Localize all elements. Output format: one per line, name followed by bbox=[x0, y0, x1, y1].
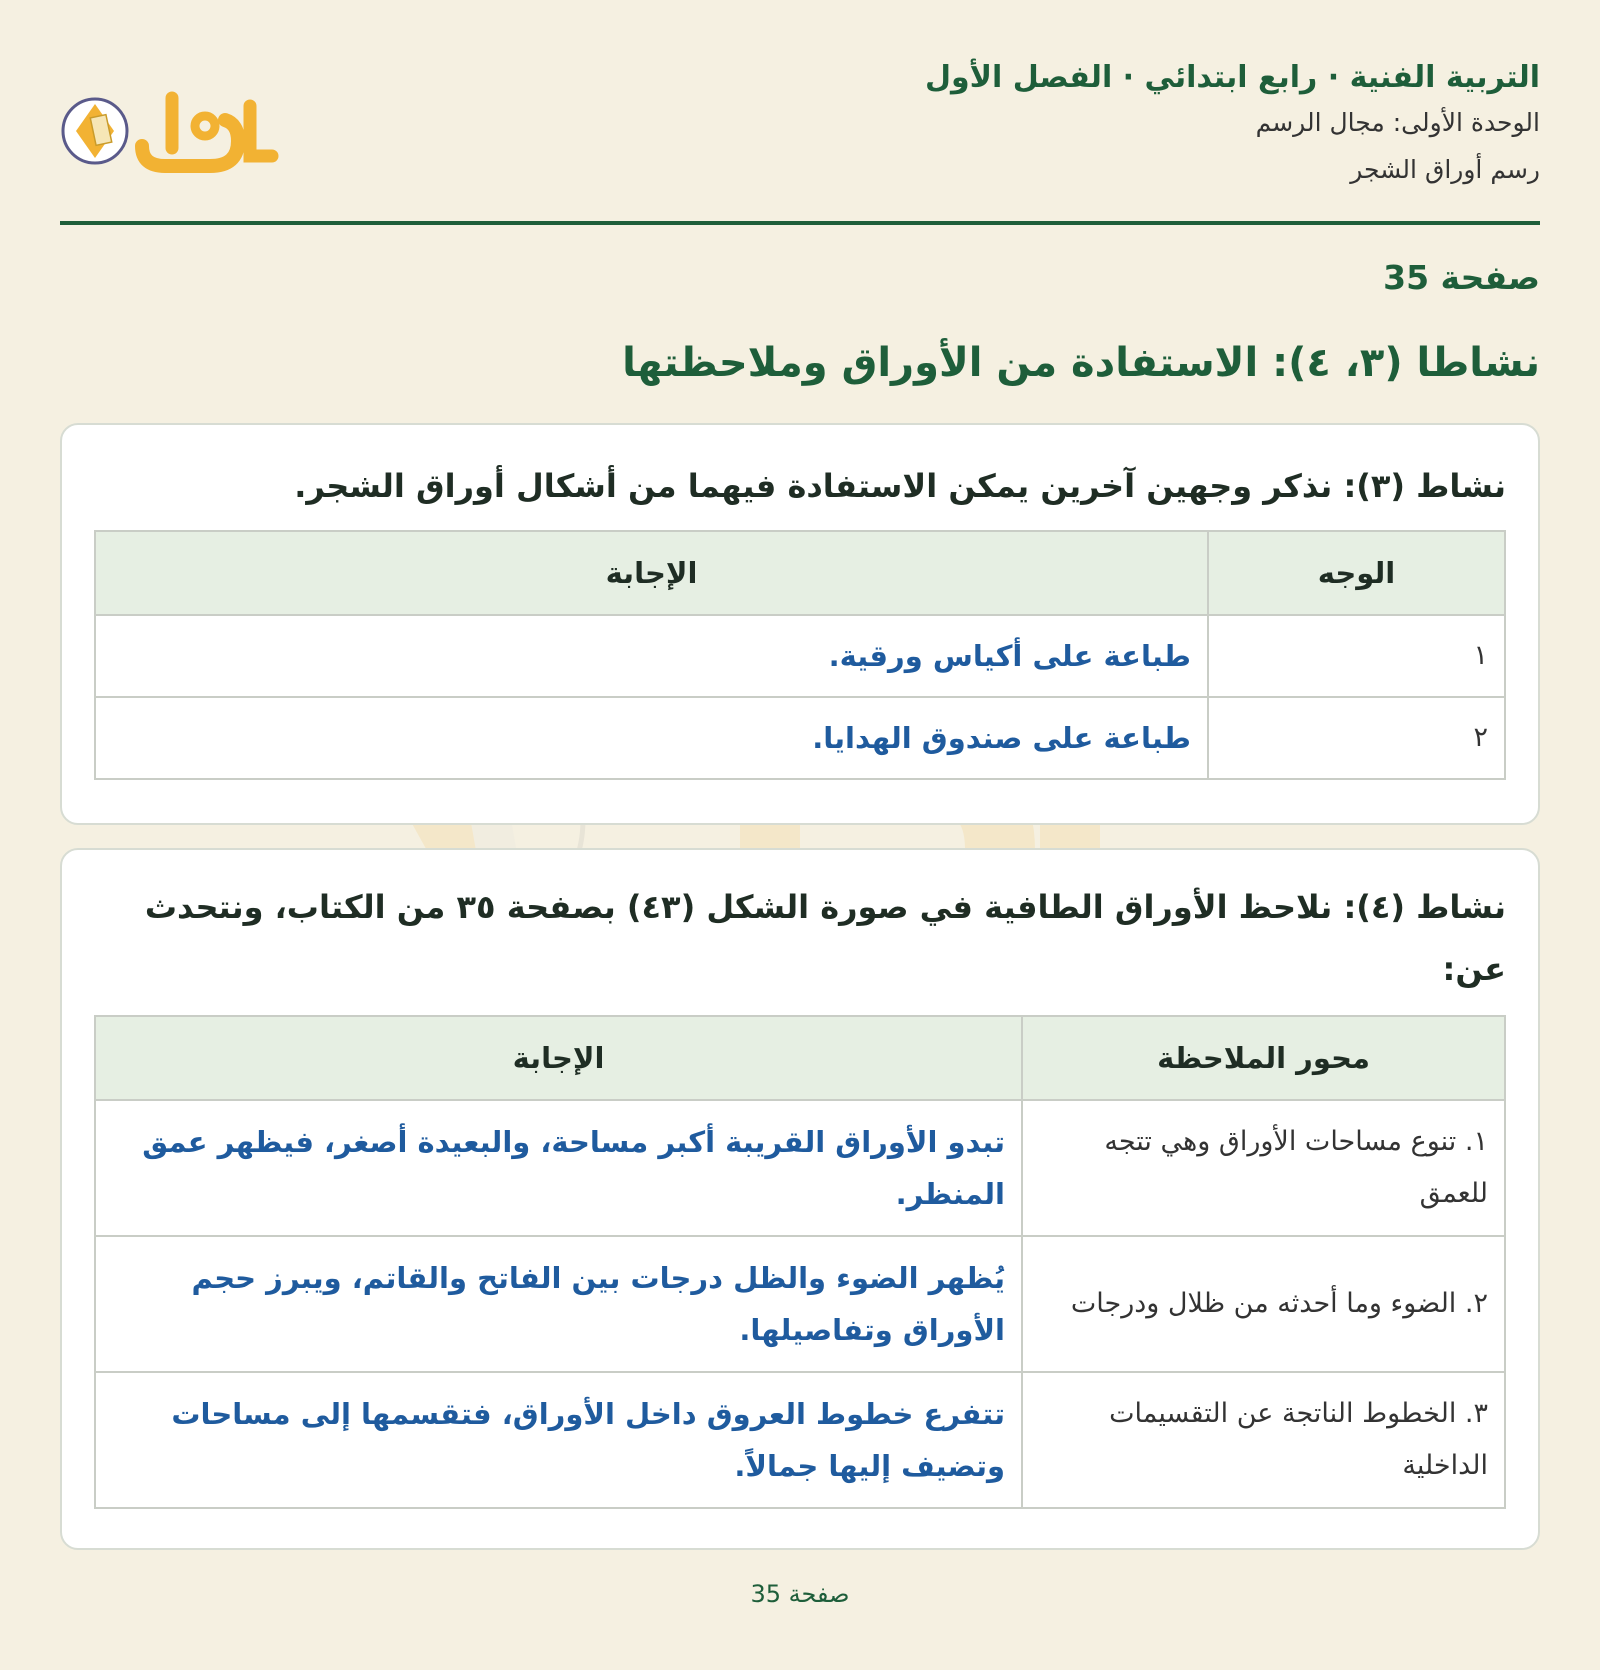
lesson-title: رسم أوراق الشجر bbox=[1350, 155, 1540, 184]
answer-cell: طباعة على أكياس ورقية. bbox=[95, 615, 1208, 697]
table-row bbox=[95, 1372, 1505, 1508]
table-header-row bbox=[95, 531, 1505, 615]
table-row bbox=[95, 1100, 1505, 1236]
row-number: ١ bbox=[1208, 615, 1505, 697]
activity4-table bbox=[94, 1015, 1506, 1509]
axis-cell: ١. تنوع مساحات الأوراق وهي تتجه للعمق bbox=[1022, 1100, 1505, 1236]
col-aspect-header: الوجه bbox=[1208, 531, 1505, 615]
subject-title: التربية الفنية · رابع ابتدائي · الفصل الأول bbox=[925, 60, 1540, 95]
col-answer-header: الإجابة bbox=[95, 531, 1208, 615]
col-answer-header: الإجابة bbox=[95, 1016, 1022, 1100]
axis-cell: ٣. الخطوط الناتجة عن التقسيمات الداخلية bbox=[1022, 1372, 1505, 1508]
answer-cell: تتفرع خطوط العروق داخل الأوراق، فتقسمها إلى مساحات وتضيف إليها جمالاً. bbox=[95, 1372, 1022, 1508]
answer-cell: يُظهر الضوء والظل درجات بين الفاتح والقاتم، ويبرز حجم الأوراق وتفاصيلها. bbox=[95, 1236, 1022, 1372]
answer-cell: طباعة على صندوق الهدايا. bbox=[95, 697, 1208, 779]
page-header bbox=[60, 50, 1540, 225]
page-label: صفحة 35 bbox=[1383, 258, 1540, 297]
page-footer: صفحة 35 bbox=[750, 1580, 850, 1608]
hulul-logo bbox=[60, 86, 285, 176]
activity4-card bbox=[60, 848, 1540, 1550]
activity3-heading: نشاط (٣): نذكر وجهين آخرين يمكن الاستفادة فيهما من أشكال أوراق الشجر. bbox=[294, 467, 1506, 505]
unit-title: الوحدة الأولى: مجال الرسم bbox=[1255, 108, 1540, 137]
col-axis-header: محور الملاحظة bbox=[1022, 1016, 1505, 1100]
activity3-table bbox=[94, 530, 1506, 780]
header-titles bbox=[925, 58, 1540, 192]
activity4-heading: نشاط (٤): نلاحظ الأوراق الطافية في صورة الشكل (٤٣) بصفحة ٣٥ من الكتاب، ونتحدث عن: bbox=[144, 888, 1506, 988]
axis-cell: ٢. الضوء وما أحدثه من ظلال ودرجات bbox=[1022, 1236, 1505, 1372]
table-row bbox=[95, 1236, 1505, 1372]
activity3-card bbox=[60, 423, 1540, 825]
table-row bbox=[95, 615, 1505, 697]
table-row bbox=[95, 697, 1505, 779]
row-number: ٢ bbox=[1208, 697, 1505, 779]
table-header-row bbox=[95, 1016, 1505, 1100]
answer-cell: تبدو الأوراق القريبة أكبر مساحة، والبعيدة أصغر، فيظهر عمق المنظر. bbox=[95, 1100, 1022, 1236]
section-title: نشاطا (٣، ٤): الاستفادة من الأوراق وملاحظتها bbox=[622, 340, 1540, 386]
